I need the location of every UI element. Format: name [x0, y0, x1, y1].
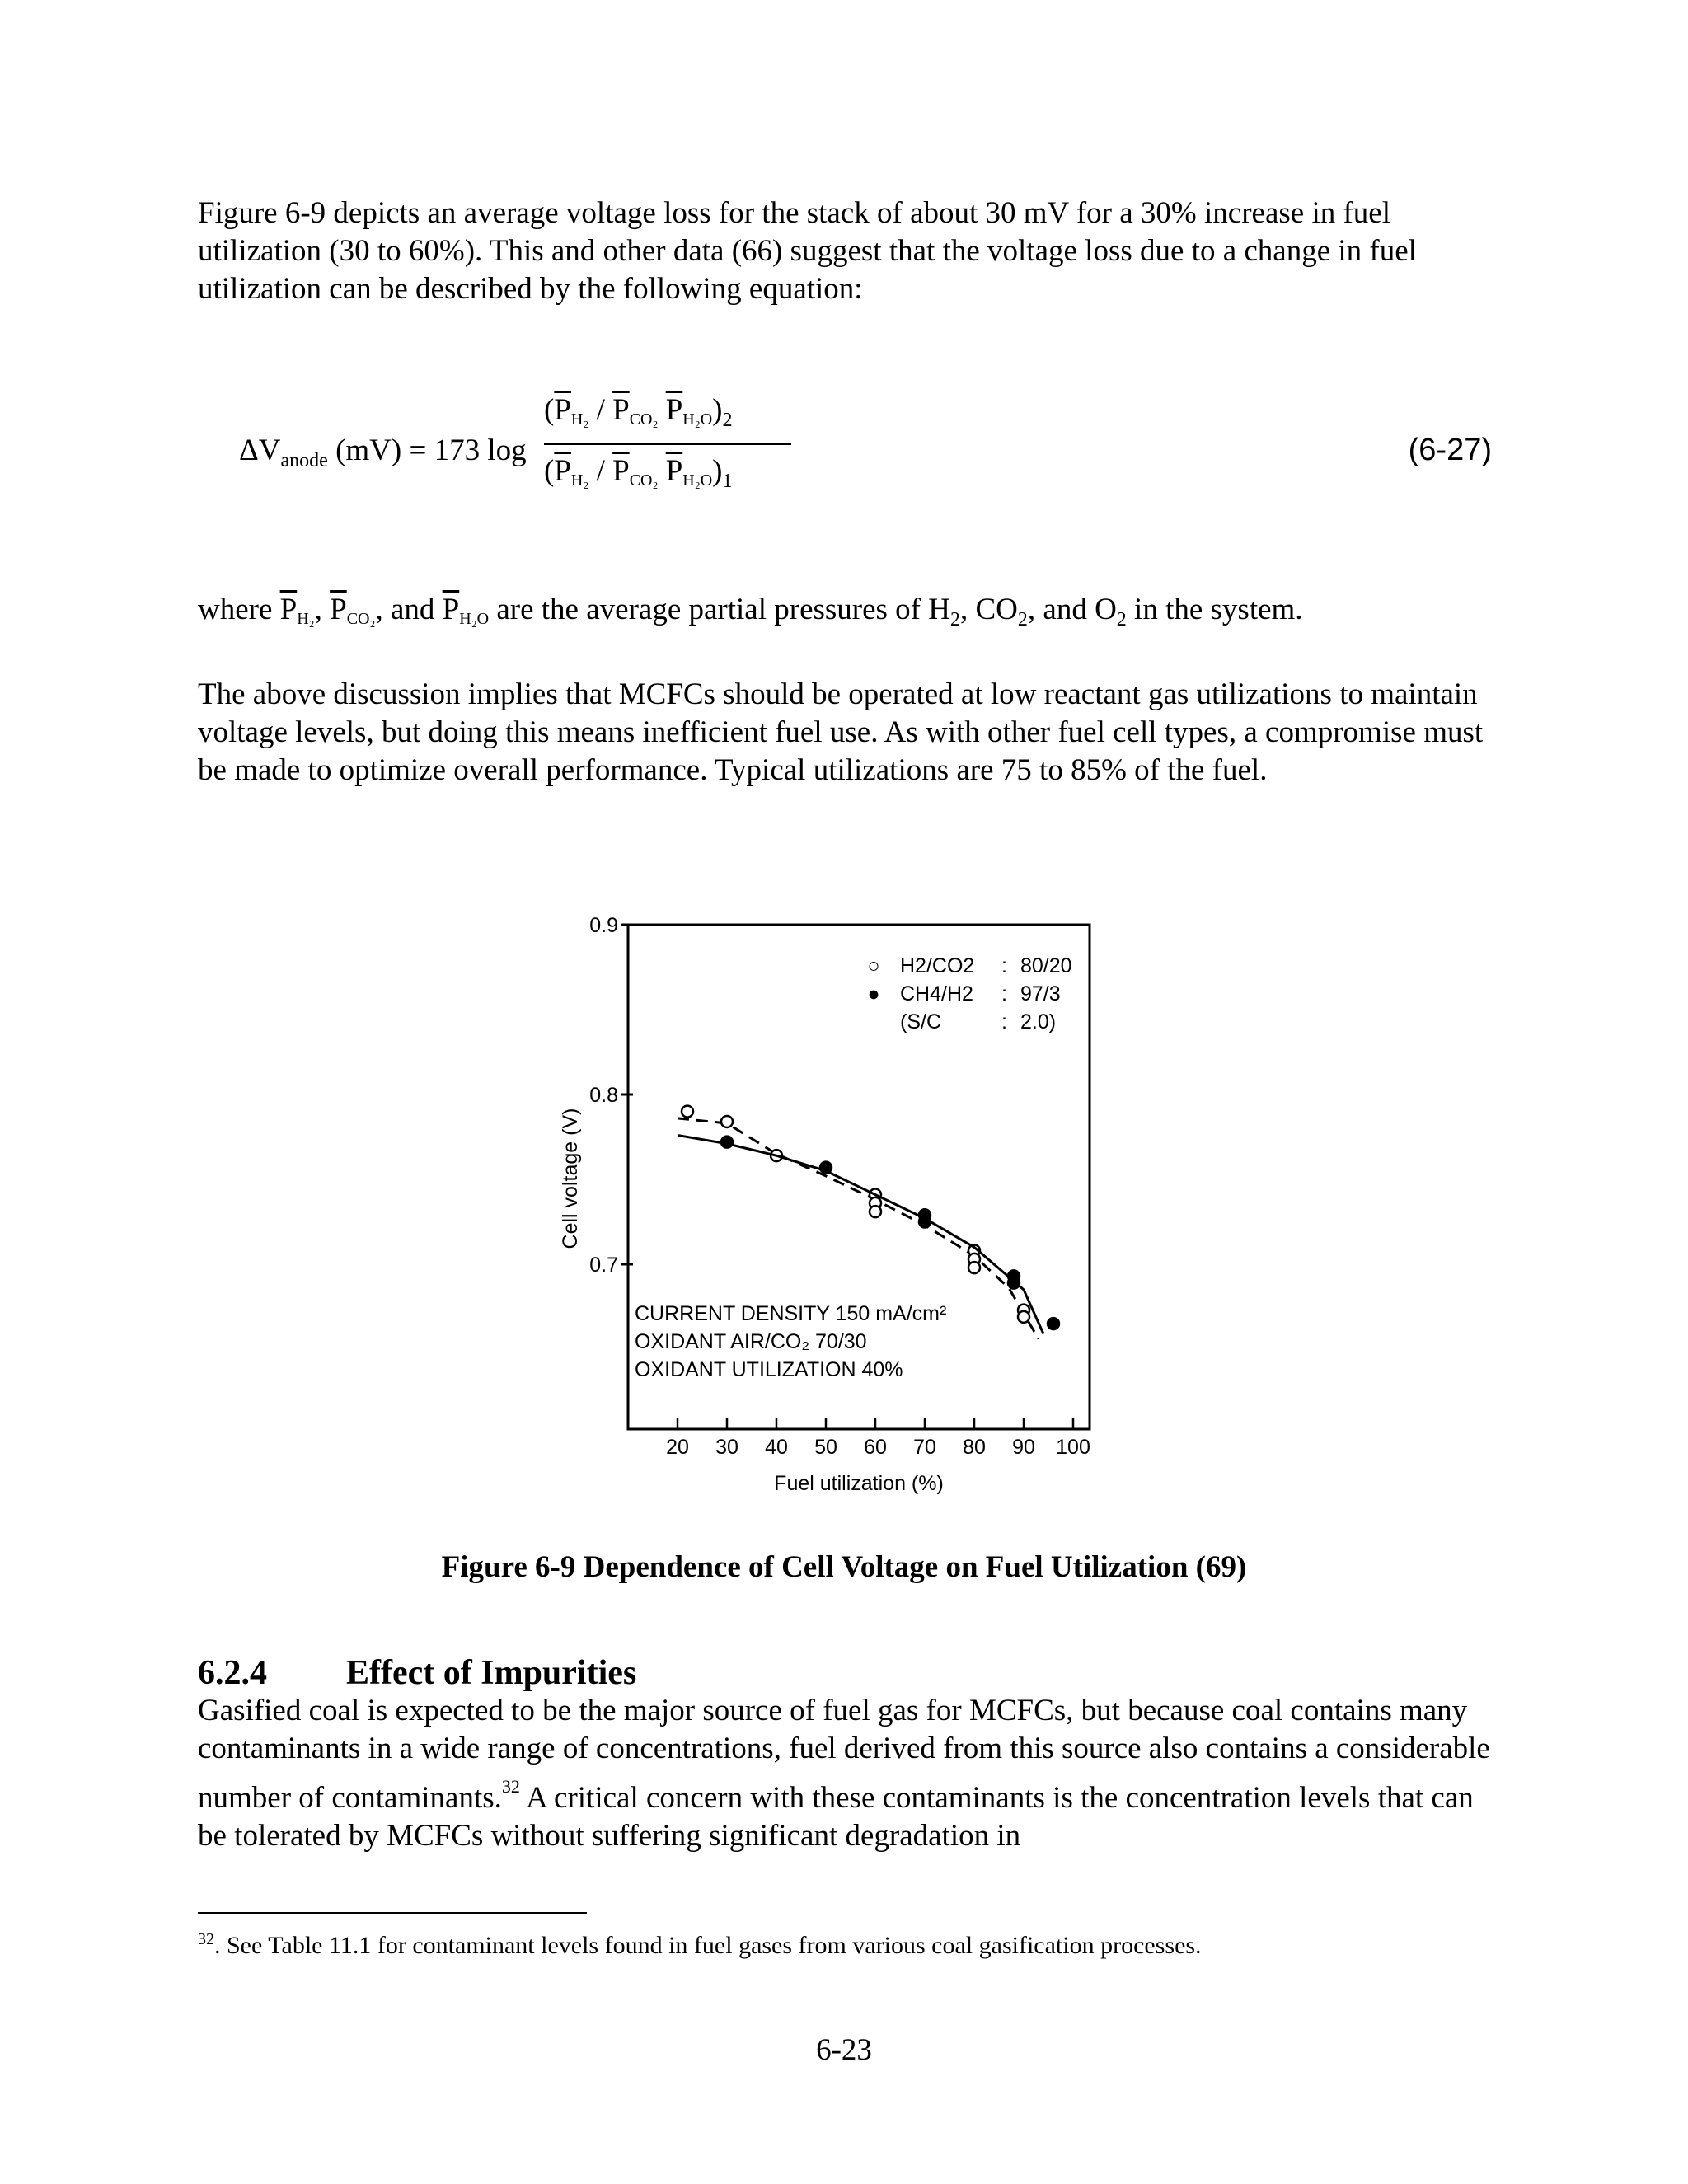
- footnote-ref[interactable]: 32: [501, 1776, 520, 1797]
- intro-paragraph: Figure 6-9 depicts an average voltage loss for the stack of about 30 mV for a 30% increase in fuel utilization (30 to 60%). This and other data (66) suggest that the voltage loss due to a change in fuel utilization can be described by the following equation:: [198, 196, 1417, 306]
- equation-denominator: ($\overline{P}H_2 / \overline{P}CO_2$ $\overline{P}H_2O)_1$: [544, 454, 733, 492]
- y-tick-label: 0.9: [589, 914, 618, 937]
- footnote: $^{32}$. See Table 11.1 for contaminant levels found in fuel gases from various coal gasification processes.: [198, 1930, 1202, 1959]
- section-title: Effect of Impurities: [346, 1654, 637, 1692]
- page-number: 6-23: [816, 2033, 872, 2067]
- equation-6-27: [239, 387, 1492, 527]
- legend-gas: (S/C: [900, 1010, 941, 1033]
- fraction-bar: [544, 443, 791, 445]
- condition-line: CURRENT DENSITY 150 mA/cm²: [635, 1302, 947, 1325]
- figure-6-9: [528, 907, 1121, 1516]
- figure-caption: Figure 6-9 Dependence of Cell Voltage on Fuel Utilization (69): [441, 1550, 1247, 1584]
- section-heading: [198, 1653, 636, 1693]
- conditions-box: [635, 1302, 946, 1381]
- filled-point: [919, 1216, 931, 1228]
- open-point: [870, 1206, 881, 1217]
- filled-point: [1008, 1277, 1020, 1289]
- open-point: [1018, 1311, 1029, 1323]
- condition-line: OXIDANT AIR/CO₂ 70/30: [635, 1330, 867, 1353]
- filled-point: [1048, 1318, 1059, 1329]
- condition-line: OXIDANT UTILIZATION 40%: [635, 1358, 903, 1381]
- impurities-paragraph: Gasified coal is expected to be the major source of fuel gas for MCFCs, but because coal contains many contaminants in a wide range of concentrations, fuel derived from this source also contains a considerable number of contaminants.$^{32}$ A critical concern with these contaminants is the concentration levels that can be tolerated by MCFCs without suffering significant degradation in: [198, 1694, 1490, 1853]
- equation-numerator: ($\overline{P}H_2 / \overline{P}CO_2$ $\overline{P}H_2O)_2$: [544, 393, 733, 431]
- y-tick-label: 0.8: [589, 1084, 618, 1107]
- legend-colon: :: [1001, 954, 1007, 977]
- x-tick-label: 80: [963, 1436, 986, 1459]
- y-tick-label: 0.7: [589, 1254, 618, 1277]
- open-point: [968, 1262, 980, 1273]
- filled-point: [820, 1162, 832, 1174]
- equation-lhs: $\Delta V_{anode}$ (mV) = 173 log: [239, 434, 527, 471]
- legend-gas: CH4/H2: [900, 982, 973, 1005]
- x-tick-label: 70: [913, 1436, 936, 1459]
- open-point: [682, 1106, 693, 1118]
- x-tick-label: 30: [715, 1436, 738, 1459]
- x-tick-label: 20: [666, 1436, 689, 1459]
- legend-marker: ○: [867, 954, 880, 977]
- footnote-rule: [198, 1912, 587, 1914]
- cell-voltage-chart: [528, 907, 1121, 1516]
- discussion-paragraph: The above discussion implies that MCFCs should be operated at low reactant gas utilizations to maintain voltage levels, but doing this means inefficient fuel use. As with other fuel cell types, a compromise must be made to optimize overall performance. Typical utilizations are 75 to 85% of the fuel.: [198, 677, 1484, 787]
- x-axis-label: Fuel utilization (%): [774, 1472, 944, 1495]
- legend: [867, 954, 1071, 1033]
- open-point: [721, 1116, 733, 1127]
- section-number: 6.2.4: [198, 1654, 267, 1692]
- x-tick-label: 60: [864, 1436, 887, 1459]
- where-line: where $\overline{P}H_2$, $\overline{P}CO_2$, and $\overline{P}H_2O$ are the average partial pressures of $H_2$, $CO_2$, and $O_2$ in the system.: [198, 593, 1303, 630]
- x-tick-label: 90: [1012, 1436, 1035, 1459]
- y-axis-label: Cell voltage (V): [559, 1108, 582, 1249]
- x-tick-label: 100: [1056, 1436, 1090, 1459]
- legend-colon: :: [1001, 1010, 1007, 1033]
- equation-number: (6-27): [1408, 433, 1492, 467]
- legend-gas: H2/CO2: [900, 954, 975, 977]
- x-tick-label: 40: [765, 1436, 788, 1459]
- legend-marker: ●: [867, 982, 880, 1005]
- filled-point: [721, 1137, 733, 1148]
- x-tick-label: 50: [814, 1436, 837, 1459]
- legend-ratio: 97/3: [1020, 982, 1061, 1005]
- legend-colon: :: [1001, 982, 1007, 1005]
- legend-ratio: 2.0): [1020, 1010, 1057, 1033]
- legend-ratio: 80/20: [1020, 954, 1072, 977]
